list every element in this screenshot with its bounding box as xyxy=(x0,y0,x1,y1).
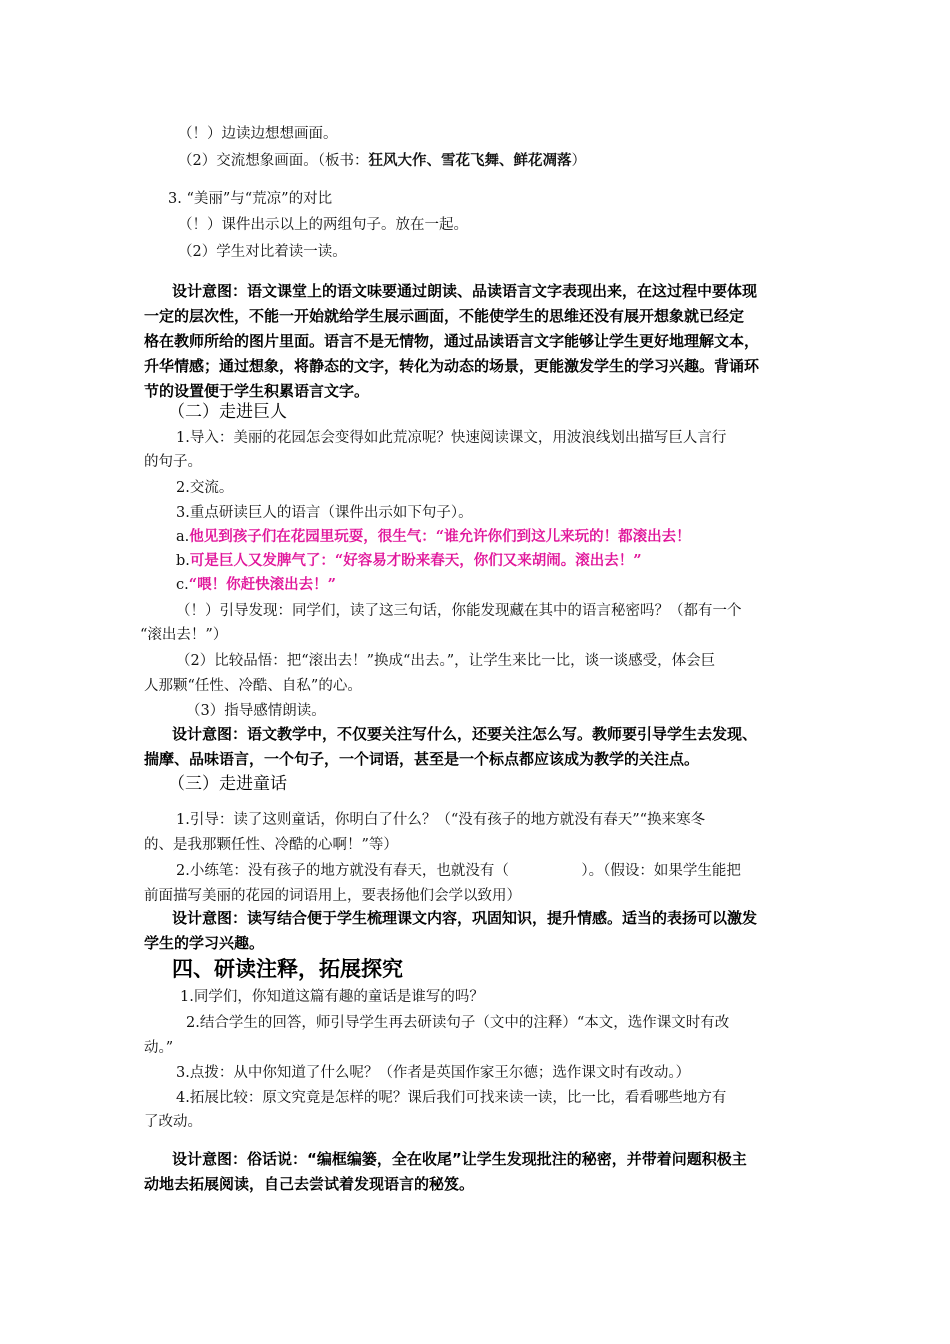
compare-reflect: （2）比较品悟：把“滚出去！”换成“出去。”，让学生来比一比，谈一谈感受，体会巨 xyxy=(176,653,716,669)
quote-c xyxy=(176,575,336,595)
section-heading-four: 四、研读注释，拓展探究 xyxy=(172,957,403,981)
giant-step-3: 3.重点研读巨人的语言（课件出示如下句子）。 xyxy=(176,505,473,521)
compare-reflect-cont: 人那颗“任性、冷酷、自私”的心。 xyxy=(144,678,362,694)
guide-discover-cont: “滚出去！”） xyxy=(140,627,228,643)
emotional-reading: （3）指导感情朗读。 xyxy=(186,703,326,719)
design-intent-1-line-3: 格在教师所给的图片里面。语言不是无情物，通过品读语言文字能够让学生更好地理解文本， xyxy=(144,332,760,350)
design-intent-3-line-2: 学生的学习兴趣。 xyxy=(144,934,265,952)
explore-step-4: 4.拓展比较：原文究竟是怎样的呢？课后我们可找来读一读，比一比，看看哪些地方有 xyxy=(176,1090,727,1106)
giant-step-1: 1.导入：美丽的花园怎会变得如此荒凉呢？快速阅读课文，用波浪线划出描写巨人言行 xyxy=(176,430,727,446)
quote-b xyxy=(176,551,642,571)
design-intent-4-line-2: 动地去拓展阅读，自己去尝试着发现语言的秘笈。 xyxy=(144,1175,475,1193)
guide-discover: （！）引导发现：同学们，读了这三句话，你能发现藏在其中的语言秘密吗？（都有一个 xyxy=(176,603,742,619)
blackboard-words: 狂风大作、雪花飞舞、鲜花凋落 xyxy=(368,152,572,169)
quote-c-marker: c. xyxy=(176,577,189,593)
contrast-step-1: （！）课件出示以上的两组句子。放在一起。 xyxy=(178,217,468,233)
fairy-step-1: 1.引导：读了这则童话，你明白了什么？（“没有孩子的地方就没有春天”“换来寒冬 xyxy=(176,812,706,828)
design-intent-1-line-5: 节的设置便于学生积累语言文字。 xyxy=(144,382,370,400)
contrast-heading: 3. “美丽”与“荒凉”的对比 xyxy=(168,191,333,207)
quote-b-text: 可是巨人又发脾气了：“好容易才盼来春天，你们又来胡闹。滚出去！” xyxy=(189,552,642,569)
fairy-step-1-cont: 的、是我那颗任性、冷酷的心啊！”等） xyxy=(144,837,398,853)
design-intent-2-line-2: 揣摩、品味语言，一个句子，一个词语，甚至是一个标点都应该成为教学的关注点。 xyxy=(144,750,700,768)
quote-b-marker: b. xyxy=(176,553,190,569)
design-intent-4-line-1: 设计意图：俗话说：“编框编篓，全在收尾”让学生发现批注的秘密，并带着问题积极主 xyxy=(172,1150,747,1168)
contrast-step-2: （2）学生对比着读一读。 xyxy=(178,244,347,260)
section-heading-giant: （二）走进巨人 xyxy=(168,402,287,422)
design-intent-3-line-1: 设计意图：读写结合便于学生梳理课文内容，巩固知识，提升情感。适当的表扬可以激发 xyxy=(172,909,758,927)
quote-a-marker: a. xyxy=(176,529,190,545)
explore-step-2: 2.结合学生的回答，师引导学生再去研读句子（文中的注释）“本文，选作课文时有改 xyxy=(186,1015,730,1031)
design-intent-1-line-4: 升华情感；通过想象，将静态的文字，转化为动态的场景，更能激发学生的学习兴趣。背诵环 xyxy=(144,357,760,375)
quote-a-text: 他见到孩子们在花园里玩耍，很生气：“谁允许你们到这儿来玩的！都滚出去！ xyxy=(189,528,691,545)
section-heading-fairy-tale: （三）走进童话 xyxy=(168,774,287,794)
step-share-imagination xyxy=(178,151,586,171)
quote-a xyxy=(176,527,691,547)
design-intent-1-line-2: 一定的层次性，不能一开始就给学生展示画面，不能使学生的思维还没有展开想象就已经定 xyxy=(144,307,745,325)
fairy-step-2: 2.小练笔：没有孩子的地方就没有春天，也就没有（ ）。（假设：如果学生能把 xyxy=(176,863,741,879)
giant-step-2: 2.交流。 xyxy=(176,480,234,496)
giant-step-1-cont: 的句子。 xyxy=(144,454,202,470)
step-share-label: （2）交流想象画面。（板书： xyxy=(178,153,369,169)
explore-step-1: 1.同学们，你知道这篇有趣的童话是谁写的吗？ xyxy=(180,989,484,1005)
design-intent-2-line-1: 设计意图：语文教学中，不仅要关注写什么，还要关注怎么写。教师要引导学生去发现、 xyxy=(172,725,758,743)
step-share-close: ） xyxy=(571,153,586,169)
step-read-imagine: （！）边读边想想画面。 xyxy=(178,126,338,142)
quote-c-text: “喂！你赶快滚出去！” xyxy=(188,576,336,593)
fairy-step-2-cont: 前面描写美丽的花园的词语用上，要表扬他们会学以致用） xyxy=(144,888,521,904)
design-intent-1-line-1: 设计意图：语文课堂上的语文味要通过朗读、品读语言文字表现出来，在这过程中要体现 xyxy=(172,282,758,300)
explore-step-2-cont: 动。” xyxy=(144,1040,174,1056)
explore-step-4-cont: 了改动。 xyxy=(144,1114,202,1130)
explore-step-3: 3.点拨：从中你知道了什么呢？（作者是英国作家王尔德；选作课文时有改动。） xyxy=(176,1065,691,1081)
